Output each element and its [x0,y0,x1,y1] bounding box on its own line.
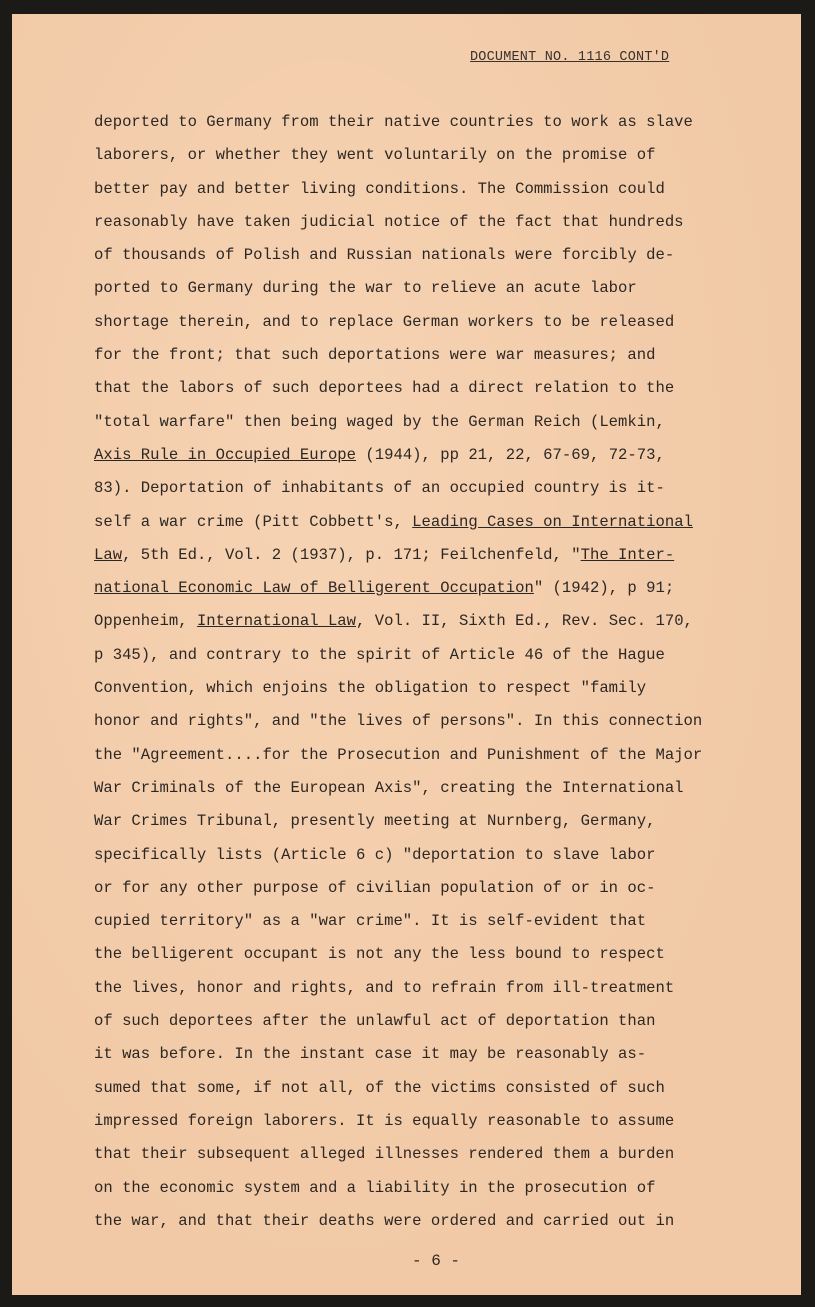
text-line [94,672,754,705]
text-segment: it was before. In the instant case it may be reasonably as- [94,1045,647,1064]
text-line [94,139,754,172]
text-line [94,106,754,139]
text-segment: War Criminals of the European Axis", creating the International [94,778,684,797]
underlined-citation: Axis Rule in Occupied Europe [94,445,357,464]
underlined-citation: International Law [196,612,357,631]
text-segment: the "Agreement....for the Prosecution and Punishment of the Major [94,745,703,764]
text-segment: , 5th Ed., Vol. 2 (1937), p. 171; Feilchenfeld, " [122,545,581,564]
text-line [94,705,754,738]
text-segment: of such deportees after the unlawful act of deportation than [94,1012,656,1031]
text-segment: better pay and better living conditions. The Commission could [94,179,665,198]
underlined-citation: The Inter- [580,545,675,564]
text-segment: impressed foreign laborers. It is equally reasonable to assume [94,1111,675,1130]
text-segment: Convention, which enjoins the obligation to respect "family [94,679,647,698]
text-segment: ported to Germany during the war to relieve an acute labor [94,279,637,298]
text-segment: that the labors of such deportees had a direct relation to the [94,379,675,398]
text-line [94,639,754,672]
text-line [94,972,754,1005]
text-line [94,772,754,805]
text-line [94,372,754,405]
text-line [94,239,754,272]
text-segment: of thousands of Polish and Russian nationals were forcibly de- [94,246,675,265]
underlined-citation: national Economic Law of Belligerent Occupation [94,579,534,598]
text-line [94,905,754,938]
text-segment: reasonably have taken judicial notice of the fact that hundreds [94,212,684,231]
text-line [94,572,754,605]
text-segment: deported to Germany from their native countries to work as slave [94,113,693,131]
text-segment: p 345), and contrary to the spirit of Article 46 of the Hague [94,645,665,664]
text-segment: on the economic system and a liability in the prosecution of [94,1178,656,1197]
text-segment: specifically lists (Article 6 c) "deportation to slave labor [94,845,656,864]
text-segment: sumed that some, if not all, of the victims consisted of such [94,1078,665,1097]
text-line [94,839,754,872]
text-line [94,1138,754,1171]
text-line [94,206,754,239]
underlined-citation: Leading Cases on International [412,512,693,531]
text-segment: , Vol. II, Sixth Ed., Rev. Sec. 170, [356,612,693,631]
text-line [94,439,754,472]
text-segment: for the front; that such deportations were war measures; and [94,346,656,365]
text-line [94,406,754,439]
text-line [94,938,754,971]
text-segment: Oppenheim, [94,612,197,631]
text-segment: or for any other purpose of civilian population of or in oc- [94,878,656,897]
page-number: - 6 - [412,1252,461,1270]
text-line [94,272,754,305]
text-line [94,472,754,505]
text-line [94,805,754,838]
text-line [94,872,754,905]
text-segment: cupied territory" as a "war crime". It is self-evident that [94,912,647,931]
text-line [94,1105,754,1138]
text-segment: (1944), pp 21, 22, 67-69, 72-73, [356,445,665,464]
text-line [94,739,754,772]
text-segment: honor and rights", and "the lives of persons". In this connection [94,712,703,731]
text-line [94,339,754,372]
text-line [94,539,754,572]
text-line [94,306,754,339]
text-line [94,506,754,539]
text-segment: the lives, honor and rights, and to refrain from ill-treatment [94,978,675,997]
text-line [94,1205,754,1238]
text-line [94,1172,754,1205]
text-segment: laborers, or whether they went voluntarily on the promise of [94,146,656,165]
text-line [94,173,754,206]
text-segment: shortage therein, and to replace German workers to be released [94,312,675,331]
text-line [94,1072,754,1105]
text-segment: War Crimes Tribunal, presently meeting at Nurnberg, Germany, [94,812,656,831]
document-page [12,14,801,1295]
text-segment: that their subsequent alleged illnesses rendered them a burden [94,1145,675,1164]
underlined-citation: Law [94,545,123,564]
text-line [94,1005,754,1038]
document-header: DOCUMENT NO. 1116 CONT'D [470,50,670,65]
text-segment: "total warfare" then being waged by the German Reich (Lemkin, [94,412,665,431]
text-line [94,1038,754,1071]
text-segment: the war, and that their deaths were ordered and carried out in [94,1211,675,1230]
text-segment: self a war crime (Pitt Cobbett's, [94,512,413,531]
document-body [94,106,754,1238]
text-segment: the belligerent occupant is not any the less bound to respect [94,945,665,964]
text-segment: " (1942), p 91; [533,579,675,598]
text-segment: 83). Deportation of inhabitants of an occupied country is it- [94,479,665,498]
text-line [94,605,754,638]
